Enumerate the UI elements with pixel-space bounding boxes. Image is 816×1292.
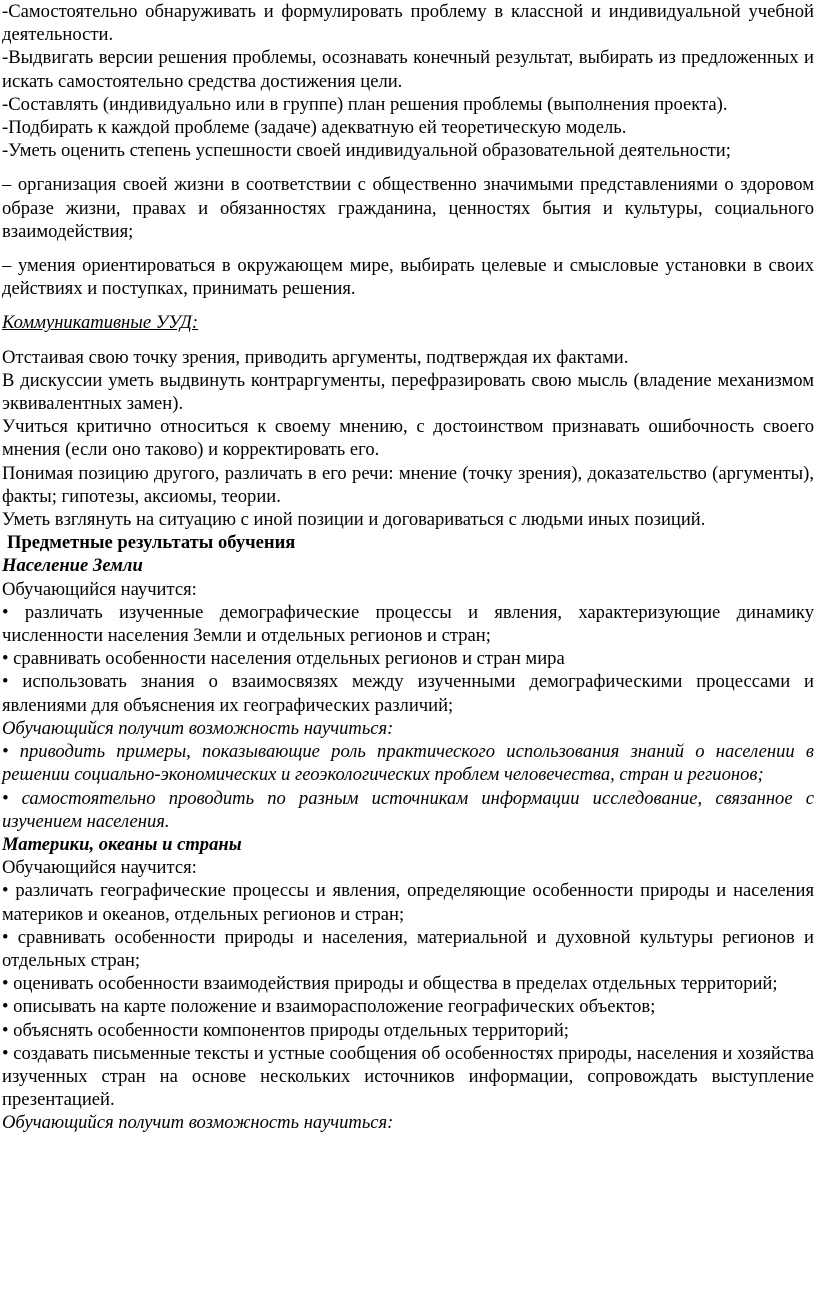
communicative-item: В дискуссии уметь выдвинуть контраргументы, перефразировать свою мысль (владение механизмом эквивалентных замен).: [2, 369, 814, 415]
intro-item: -Подбирать к каждой проблеме (задаче) адекватную ей теоретическую модель.: [2, 117, 627, 139]
intro-item: -Уметь оценить степень успешности своей индивидуальной образовательной деятельности;: [2, 140, 731, 162]
opportunity-label: Обучающийся получит возможность научиться:: [2, 1112, 394, 1134]
list-item: • создавать письменные тексты и устные сообщения об особенностях природы, населения и хозяйства изученных стран на основе нескольких источников информации, сопровождать выступление презентацией.: [2, 1042, 814, 1111]
opportunity-item: • приводить примеры, показывающие роль практического использования знаний о населении в решении социально-экономических и геоэкологических проблем человечества, стран и регионов;: [2, 741, 814, 786]
intro-item: -Составлять (индивидуально или в группе) план решения проблемы (выполнения проекта).: [2, 93, 728, 115]
communicative-item: Уметь взглянуть на ситуацию с иной позиции и договариваться с людьми иных позиций.: [2, 509, 706, 531]
communicative-item: Понимая позицию другого, различать в его речи: мнение (точку зрения), доказательство (аргументы), факты; гипотезы, аксиомы, теории.: [2, 462, 814, 507]
opportunity-label: Обучающийся получит возможность научиться:: [2, 717, 394, 739]
learns-label: Обучающийся научится:: [2, 857, 197, 879]
subject-results-title: Предметные результаты обучения: [7, 532, 296, 554]
section-title: Население Земли: [2, 555, 143, 577]
section-title: Материки, океаны и страны: [2, 833, 242, 855]
communicative-title-text: Коммуникативные УУД:: [2, 312, 199, 334]
list-item: • описывать на карте положение и взаиморасположение географических объектов;: [2, 996, 656, 1018]
list-item: • различать географические процессы и явления, определяющие особенности природы и населения материков и океанов, отдельных регионов и стран;: [2, 880, 814, 925]
intro-item: -Самостоятельно обнаруживать и формулировать проблему в классной и индивидуальной учебной деятельности.: [2, 1, 814, 46]
opportunity-item: • самостоятельно проводить по разным источникам информации исследование, связанное с изучением населения.: [2, 787, 814, 832]
list-item: • использовать знания о взаимосвязях между изученными демографическими процессами и явлениями для объяснения их географических различий;: [2, 671, 814, 716]
list-item: • сравнивать особенности населения отдельных регионов и стран мира: [2, 648, 565, 670]
dash-item: – умения ориентироваться в окружающем мире, выбирать целевые и смысловые установки в своих действиях и поступках, принимать решения.: [2, 255, 814, 300]
intro-item: -Выдвигать версии решения проблемы, осознавать конечный результат, выбирать из предложенных и искать самостоятельно средства достижения цели.: [2, 47, 814, 92]
communicative-title: [2, 311, 814, 334]
communicative-item: Учиться критично относиться к своему мнению, с достоинством признавать ошибочность своего мнения (если оно таково) и корректировать его.: [2, 416, 814, 461]
list-item: • оценивать особенности взаимодействия природы и общества в пределах отдельных территорий;: [2, 973, 778, 995]
list-item: • различать изученные демографические процессы и явления, характеризующие динамику численности населения Земли и отдельных регионов и стран;: [2, 601, 814, 647]
communicative-item: Отстаивая свою точку зрения, приводить аргументы, подтверждая их фактами.: [2, 346, 629, 368]
learns-label: Обучающийся научится:: [2, 578, 197, 600]
list-item: • объяснять особенности компонентов природы отдельных территорий;: [2, 1019, 569, 1041]
dash-item: – организация своей жизни в соответствии с общественно значимыми представлениями о здоровом образе жизни, правах и обязанностях гражданина, ценностях бытия и культуры, социального взаимодействия;: [2, 174, 814, 242]
list-item: • сравнивать особенности природы и населения, материальной и духовной культуры регионов и отдельных стран;: [2, 926, 814, 971]
